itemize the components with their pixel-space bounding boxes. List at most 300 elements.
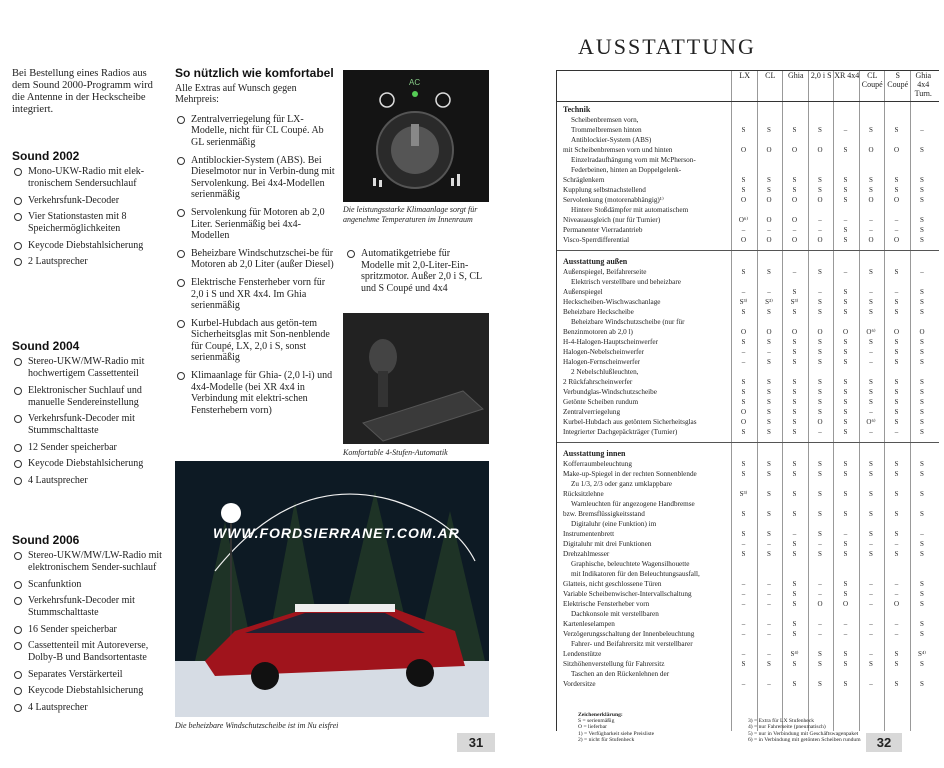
extras-item: Beheizbare Windschutzschei-be für Motoren ab 2,0 Liter (außer Diesel) <box>175 248 335 271</box>
row-value: S <box>920 176 924 184</box>
extras-section <box>175 68 335 422</box>
row-value: O <box>740 196 747 204</box>
table-row <box>557 519 939 529</box>
row-value: S <box>818 348 822 356</box>
row-value: S <box>843 338 848 346</box>
row-value: S <box>818 460 822 468</box>
row-value: S <box>767 460 771 468</box>
row-value: – <box>843 126 848 134</box>
row-value: O <box>740 418 747 426</box>
column-header: LX <box>731 71 758 101</box>
car-snow-illustration <box>175 461 489 717</box>
row-label: mit Indikatoren für den Beleuchtungsausfall, <box>571 570 700 578</box>
row-value: S <box>843 298 848 306</box>
row-value: S <box>894 358 899 366</box>
gearshift-photo <box>343 313 489 444</box>
row-value: – <box>818 540 822 548</box>
row-value: S <box>894 338 899 346</box>
row-value: – <box>869 348 873 356</box>
row-value: – <box>741 226 746 234</box>
row-value: S <box>869 176 873 184</box>
row-value: – <box>920 126 924 134</box>
row-value: S <box>843 226 848 234</box>
row-value: S <box>869 338 873 346</box>
row-value: S <box>818 530 822 538</box>
row-value: – <box>920 268 924 276</box>
row-label: Kofferraumbeleuchtung <box>563 460 632 468</box>
row-value: S <box>894 348 899 356</box>
row-value: S <box>741 268 746 276</box>
row-value: – <box>818 580 822 588</box>
table-row <box>557 327 939 337</box>
row-value: O <box>868 236 874 244</box>
row-value: O <box>817 236 823 244</box>
row-label: bzw. Bremsflüssigkeitsstand <box>563 510 645 518</box>
car-photo <box>175 461 489 717</box>
row-value: S <box>920 460 924 468</box>
extras-item: Antiblockier-System (ABS). Bei Dieselmotor nur in Verbin-dung mit Servolenkung. Bei 4x4-Modellen serienmäßig <box>175 155 335 201</box>
row-value: – <box>894 288 899 296</box>
table-row <box>557 155 939 165</box>
row-value: – <box>767 650 771 658</box>
sound-2006-item: Verkehrsfunk-Decoder mit Stummschalttaste <box>12 595 167 619</box>
row-value: – <box>818 590 822 598</box>
row-value: – <box>767 600 771 608</box>
row-value: O <box>740 236 747 244</box>
row-value: – <box>818 288 822 296</box>
row-label: Beheizbare Windschutzscheibe (nur für <box>571 318 685 326</box>
row-label: Integrierter Dachgepäckträger (Turnier) <box>563 428 678 436</box>
row-value: S³⁾ <box>739 490 748 498</box>
row-value: – <box>767 348 771 356</box>
row-value: S <box>818 358 822 366</box>
row-value: S³⁾ <box>790 298 799 306</box>
row-value: – <box>741 630 746 638</box>
row-label: Zu 1/3, 2/3 oder ganz umklappbare <box>571 480 672 488</box>
row-value: S <box>843 550 848 558</box>
row-value: S <box>920 680 924 688</box>
row-value: O <box>919 328 925 336</box>
legend-entry: 1) = Verfügbarkeit siehe Preisliste <box>578 730 655 737</box>
table-row <box>557 115 939 125</box>
legend-left <box>578 718 698 744</box>
row-value: S <box>767 358 771 366</box>
row-value: S <box>792 288 797 296</box>
automatic-section <box>345 248 485 299</box>
column-header: XR 4x4 <box>833 71 860 101</box>
sound-2002-item: Vier Stationstasten mit 8 Speichermöglichkeiten <box>12 211 167 235</box>
row-value: S <box>869 298 873 306</box>
row-value: S <box>741 176 746 184</box>
sound-2006-item: 16 Sender speicherbar <box>12 624 167 636</box>
table-row <box>557 549 939 559</box>
automatic-item: Automatikgetriebe für Modelle mit 2,0-Liter-Ein-spritzmotor. Außer 2,0 i S, CL und S Coupé und 4x4 <box>345 248 485 294</box>
row-value: S <box>767 186 771 194</box>
row-label: Kurbel-Hubdach aus getöntem Sicherheitsglas <box>563 418 697 426</box>
ac-photo <box>343 70 489 202</box>
row-label: Elektrisch verstellbare und beheizbare <box>571 278 681 286</box>
row-value: S <box>869 550 873 558</box>
row-value: S <box>920 288 924 296</box>
table-row <box>557 175 939 185</box>
radio-intro-text: Bei Bestellung eines Radios aus dem Sound 2000-Programm wird die Antenne in der Heckscheibe integriert. <box>12 68 153 115</box>
row-value: – <box>894 428 899 436</box>
table-row <box>557 377 939 387</box>
row-value: S <box>920 358 924 366</box>
row-value: S <box>818 308 822 316</box>
row-value: S <box>843 428 848 436</box>
sound-2004-section <box>12 340 167 491</box>
row-value: – <box>767 580 771 588</box>
sound-2004-item: Elektronischer Suchlauf und manuelle Sendereinstellung <box>12 385 167 409</box>
row-label: Permanenter Vierradantrieb <box>563 226 643 234</box>
row-value: S <box>767 176 771 184</box>
table-row <box>557 125 939 135</box>
row-value: S <box>792 490 797 498</box>
row-value: O <box>868 196 874 204</box>
row-value: S <box>792 308 797 316</box>
column-header: CL <box>757 71 784 101</box>
row-value: S <box>792 620 797 628</box>
row-value: – <box>767 288 771 296</box>
row-value: S <box>920 550 924 558</box>
row-value: – <box>792 530 797 538</box>
row-value: S <box>818 470 822 478</box>
table-row <box>557 205 939 215</box>
row-value: S <box>894 550 899 558</box>
sound-2002-item: 2 Lautsprecher <box>12 256 167 268</box>
table-row <box>557 659 939 669</box>
row-value: S <box>894 268 899 276</box>
sound-2002-section <box>12 150 167 273</box>
row-value: O <box>893 236 900 244</box>
table-row <box>557 639 939 649</box>
row-value: S <box>843 490 848 498</box>
row-label: H-4-Halogen-Hauptscheinwerfer <box>563 338 658 346</box>
row-value: S <box>741 660 746 668</box>
table-row <box>557 165 939 175</box>
row-value: S <box>792 510 797 518</box>
row-value: – <box>741 580 746 588</box>
row-value: – <box>741 288 746 296</box>
row-value: – <box>869 226 873 234</box>
row-value: – <box>767 226 771 234</box>
ac-caption: Die leistungsstarke Klimaanlage sorgt für angenehme Temperaturen im Innenraum <box>343 205 478 224</box>
extras-item: Elektrische Fensterheber vorn für 2,0 i S und XR 4x4. Im Ghia serienmäßig <box>175 277 335 312</box>
row-value: S <box>920 590 924 598</box>
row-value: S <box>869 378 873 386</box>
header-divider <box>557 101 939 102</box>
row-value: S <box>792 348 797 356</box>
row-label: Fahrer- und Beifahrersitz mit verstellbarer <box>571 640 693 648</box>
row-value: S <box>869 268 873 276</box>
row-value: S <box>843 196 848 204</box>
sound-2006-item: Keycode Diebstahlsicherung <box>12 685 167 697</box>
row-value: – <box>818 630 822 638</box>
row-value: S <box>920 146 924 154</box>
row-label: Schräglenkern <box>563 176 605 184</box>
legend-entry: S = serienmäßig <box>578 718 615 724</box>
page-number-left: 31 <box>457 733 495 752</box>
sound-2006-item: Scanfunktion <box>12 579 167 591</box>
row-value: S <box>741 126 746 134</box>
sound-2006-item: Stereo-UKW/MW/LW-Radio mit elektronischem Sender-suchlauf <box>12 550 167 574</box>
row-value: S <box>767 490 771 498</box>
legend-entry: 3) = Extra für LX Stufenheck <box>748 718 815 724</box>
row-value: – <box>894 580 899 588</box>
row-value: S <box>792 600 797 608</box>
table-section <box>557 257 939 437</box>
table-row <box>557 479 939 489</box>
row-value: – <box>869 288 873 296</box>
column-header: Ghia 4x4 Turn. <box>910 71 937 101</box>
row-value: – <box>869 408 873 416</box>
row-value: S <box>894 176 899 184</box>
row-value: S <box>741 308 746 316</box>
table-row <box>557 619 939 629</box>
row-value: – <box>869 216 873 224</box>
row-value: S <box>869 126 873 134</box>
table-row <box>557 277 939 287</box>
row-value: O <box>868 146 874 154</box>
row-value: S <box>792 550 797 558</box>
column-header: 2,0 i S <box>808 71 835 101</box>
row-value: S <box>818 268 822 276</box>
row-value: S <box>767 510 771 518</box>
extras-item: Zentralverriegelung für LX-Modelle, nicht für CL Coupé. Ab GL serienmäßig <box>175 114 335 149</box>
row-value: S <box>767 398 771 406</box>
table-row <box>557 629 939 639</box>
equipment-table <box>556 70 939 731</box>
row-label: Heckscheiben-Wischwaschanlage <box>563 298 661 306</box>
sound-2006-list <box>12 550 167 714</box>
row-value: S <box>792 590 797 598</box>
row-label: Außenspiegel, Beifahrerseite <box>563 268 647 276</box>
row-value: O <box>766 236 772 244</box>
row-value: S <box>818 398 822 406</box>
row-value: S <box>843 418 848 426</box>
row-value: S <box>818 378 822 386</box>
row-value: S <box>741 530 746 538</box>
row-value: O <box>817 196 823 204</box>
row-value: – <box>767 680 771 688</box>
row-value: – <box>869 650 873 658</box>
row-value: O <box>791 328 798 336</box>
section-divider <box>557 442 939 443</box>
row-label: Niveauausgleich (nur für Turnier) <box>563 216 661 224</box>
row-value: S <box>792 398 797 406</box>
row-value: S <box>894 126 899 134</box>
sound-2002-item: Mono-UKW-Radio mit elek-tronischem Sendersuchlauf <box>12 166 167 190</box>
row-value: S <box>741 428 746 436</box>
row-value: O <box>791 216 798 224</box>
row-value: S <box>741 510 746 518</box>
extras-item: Klimaanlage für Ghia- (2,0 l-i) und 4x4-Modelle (bei XR 4x4 in Verbindung mit elektri-schen Fensterhebern vorn) <box>175 370 335 416</box>
row-value: – <box>767 590 771 598</box>
column-header: CL Coupé <box>859 71 886 101</box>
table-row <box>557 589 939 599</box>
extras-item: Kurbel-Hubdach aus getön-tem Sicherheitsglas mit Son-nenblende für Coupé, LX, 2,0 i S, sonst serienmäßig <box>175 318 335 364</box>
row-value: S <box>920 540 924 548</box>
row-label: Trommelbremsen hinten <box>571 126 642 134</box>
table-row <box>557 489 939 499</box>
row-value: S <box>818 186 822 194</box>
row-value: O <box>893 146 900 154</box>
row-value: S³⁾ <box>739 298 748 306</box>
page-number-right: 32 <box>866 733 902 752</box>
table-row <box>557 649 939 659</box>
sound-2004-list <box>12 356 167 487</box>
row-value: S <box>894 378 899 386</box>
row-value: – <box>741 600 746 608</box>
row-value: S <box>869 388 873 396</box>
row-value: S <box>741 338 746 346</box>
row-value: S <box>792 470 797 478</box>
ac-label: AC <box>409 78 421 87</box>
row-value: S <box>843 510 848 518</box>
table-row <box>557 387 939 397</box>
sound-2004-item: Keycode Diebstahlsicherung <box>12 458 167 470</box>
table-row <box>557 529 939 539</box>
row-value: – <box>869 358 873 366</box>
row-value: S <box>767 550 771 558</box>
table-row <box>557 135 939 145</box>
row-label: mit Scheibenbremsen vorn und hinten <box>563 146 673 154</box>
row-value: S <box>920 620 924 628</box>
row-value: S <box>767 308 771 316</box>
row-value: S <box>767 378 771 386</box>
row-value: S <box>894 408 899 416</box>
row-value: S <box>818 388 822 396</box>
row-value: S <box>818 176 822 184</box>
row-value: O <box>817 418 823 426</box>
row-value: S <box>792 460 797 468</box>
row-label: Beheizbare Heckscheibe <box>563 308 634 316</box>
automatic-caption: Komfortable 4-Stufen-Automatik <box>343 448 448 457</box>
row-label: Drehzahlmesser <box>563 550 610 558</box>
row-value: – <box>869 580 873 588</box>
row-value: S <box>869 660 873 668</box>
row-label: Hintere Stoßdämpfer mit automatischem <box>571 206 689 214</box>
section-title: Ausstattung außen <box>563 257 628 266</box>
row-value: O <box>893 328 900 336</box>
row-value: S <box>767 470 771 478</box>
row-label: Taschen an den Rückenlehnen der <box>571 670 670 678</box>
extras-list <box>175 114 335 417</box>
row-value: S <box>843 590 848 598</box>
sound-2002-item: Keycode Diebstahlsicherung <box>12 240 167 252</box>
row-value: S <box>767 338 771 346</box>
sound-2002-item: Verkehrsfunk-Decoder <box>12 195 167 207</box>
legend-entry: 6) = in Verbindung mit getönten Scheiben rundum <box>748 737 861 744</box>
table-row <box>557 609 939 619</box>
row-value: – <box>894 620 899 628</box>
row-value: S <box>818 510 822 518</box>
row-value: S <box>741 470 746 478</box>
row-value: – <box>894 216 899 224</box>
row-label: Vordersitze <box>563 680 596 688</box>
row-value: – <box>767 540 771 548</box>
table-row <box>557 679 939 689</box>
row-value: S <box>920 418 924 426</box>
row-label: Rücksitzlehne <box>563 490 604 498</box>
row-value: – <box>741 650 746 658</box>
row-value: O <box>817 146 823 154</box>
table-row <box>557 185 939 195</box>
row-value: – <box>741 348 746 356</box>
table-row <box>557 215 939 225</box>
table-section <box>557 449 939 689</box>
row-value: O <box>766 328 772 336</box>
row-value: – <box>894 590 899 598</box>
row-value: S <box>818 550 822 558</box>
row-value: S <box>741 378 746 386</box>
row-value: S <box>920 630 924 638</box>
row-value: S <box>843 358 848 366</box>
row-value: – <box>741 680 746 688</box>
table-row <box>557 287 939 297</box>
row-value: S <box>894 650 899 658</box>
row-value: – <box>818 216 822 224</box>
row-value: – <box>818 428 822 436</box>
row-value: S <box>920 428 924 436</box>
row-value: S <box>894 660 899 668</box>
row-value: S <box>920 510 924 518</box>
row-label: Digitaluhr mit drei Funktionen <box>563 540 652 548</box>
table-row <box>557 337 939 347</box>
row-label: Zentralverriegelung <box>563 408 621 416</box>
legend-entry: 4) = nur Fahrerseite (pneumatisch) <box>748 724 826 731</box>
row-value: O <box>893 600 900 608</box>
gearshift-illustration <box>343 313 489 444</box>
sound-2004-item: Stereo-UKW/MW-Radio mit hochwertigem Cassettenteil <box>12 356 167 380</box>
table-row <box>557 569 939 579</box>
row-value: S <box>843 580 848 588</box>
row-value: S <box>869 186 873 194</box>
row-label: Variable Scheibenwischer-Intervallschaltung <box>563 590 692 598</box>
row-label: Halogen-Fernscheinwerfer <box>563 358 641 366</box>
row-label: Digitaluhr (eine Funktion) im <box>571 520 657 528</box>
row-value: S <box>894 470 899 478</box>
row-value: – <box>818 226 822 234</box>
table-row <box>557 225 939 235</box>
row-label: Verbundglas-Windschutzscheibe <box>563 388 657 396</box>
row-value: S <box>843 146 848 154</box>
legend-entry: 2) = nicht für Stufenheck <box>578 737 635 744</box>
row-value: O <box>791 196 798 204</box>
table-row <box>557 499 939 509</box>
row-label: Getönte Scheiben rundum <box>563 398 639 406</box>
row-value: O <box>817 600 823 608</box>
row-value: S <box>767 388 771 396</box>
sound-2004-item: 4 Lautsprecher <box>12 475 167 487</box>
table-row <box>557 559 939 569</box>
legend-right <box>748 718 938 744</box>
automatic-list <box>345 248 485 294</box>
row-value: – <box>894 226 899 234</box>
row-label: Visco-Sperrdifferential <box>563 236 630 244</box>
row-value: – <box>894 630 899 638</box>
row-value: – <box>741 358 746 366</box>
row-value: O <box>740 146 747 154</box>
row-value: S⁴⁾ <box>790 650 799 658</box>
sound-2004-item: Verkehrsfunk-Decoder mit Stummschalttaste <box>12 413 167 437</box>
row-value: S <box>920 196 924 204</box>
row-value: – <box>869 620 873 628</box>
row-value: S <box>920 660 924 668</box>
legend-title: Zeichenerklärung: <box>578 712 623 718</box>
row-label: Kupplung selbstnachstellend <box>563 186 646 194</box>
